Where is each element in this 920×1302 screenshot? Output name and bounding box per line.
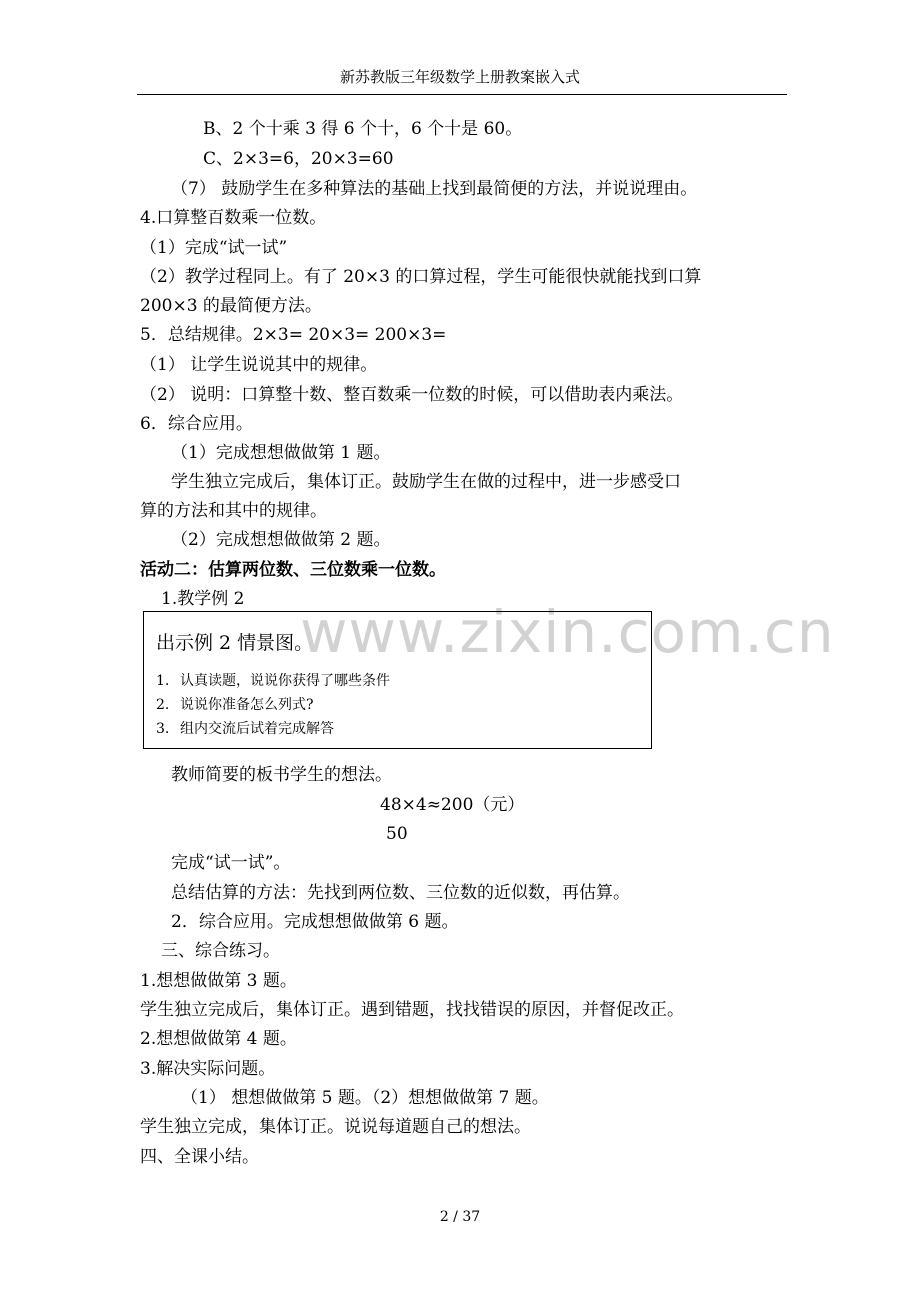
text-line: 2.想想做做第 4 题。 [140, 1029, 297, 1049]
text-line: 总结估算的方法：先找到两位数、三位数的近似数，再估算。 [171, 883, 630, 903]
text-line: 学生独立完成后，集体订正。遇到错题，找找错误的原因，并督促改正。 [140, 1000, 684, 1020]
activity-heading: 活动二：估算两位数、三位数乘一位数。 [140, 560, 446, 580]
section-heading: 6．综合应用。 [140, 414, 253, 434]
header-rule [137, 94, 787, 95]
text-line: 算的方法和其中的规律。 [140, 501, 327, 521]
box-item [156, 694, 314, 714]
section-heading: 四、全课小结。 [140, 1147, 259, 1167]
text-line: （2） 说明：口算整十数、整百数乘一位数的时候，可以借助表内乘法。 [140, 385, 684, 405]
text-line: 学生独立完成后，集体订正。鼓励学生在做的过程中，进一步感受口 [171, 472, 681, 492]
box-item-text: 组内交流后试着完成解答 [180, 721, 334, 737]
text-line: （1） 想想做做第 5 题。（2）想想做做第 7 题。 [181, 1088, 549, 1108]
text-line: （2）教学过程同上。有了 20×3 的口算过程，学生可能很快就能找到口算 [140, 267, 702, 287]
box-title: 出示例 2 情景图。 [156, 632, 314, 654]
box-item-number: 2. [156, 697, 170, 713]
section-heading: 4.口算整百数乘一位数。 [140, 208, 327, 228]
page-number: 2 / 37 [439, 1209, 481, 1225]
text-line: （1）完成想想做做第 1 题。 [171, 443, 391, 463]
watermark: www.zixin.com.cn [300, 598, 835, 666]
text-line: C、2×3=6，20×3=60 [203, 149, 394, 169]
box-item-text: 认真读题，说说你获得了哪些条件 [180, 673, 390, 689]
text-line: （1）完成“试一试” [140, 238, 288, 258]
text-line: 3.解决实际问题。 [140, 1059, 276, 1079]
text-line: （2）完成想想做做第 2 题。 [171, 530, 391, 550]
text-line: 2．综合应用。完成想想做做第 6 题。 [171, 912, 459, 932]
box-item-number: 1. [156, 673, 170, 689]
example-box [143, 611, 652, 749]
formula-line: 50 [386, 824, 408, 844]
box-item [156, 718, 334, 738]
section-heading: 5．总结规律。2×3= 20×3= 200×3= [140, 325, 447, 345]
box-item-text: 说说你准备怎么列式? [180, 697, 314, 713]
page-header: 新苏教版三年级数学上册教案嵌入式 [339, 68, 580, 86]
text-line: 教师简要的板书学生的想法。 [171, 765, 392, 785]
formula-line: 48×4≈200（元） [380, 795, 525, 815]
text-line: 学生独立完成，集体订正。说说每道题自己的想法。 [140, 1117, 531, 1137]
section-heading: 三、综合练习。 [161, 941, 280, 961]
text-line: 1.想想做做第 3 题。 [140, 971, 297, 991]
text-line: （1） 让学生说说其中的规律。 [140, 355, 378, 375]
box-item [156, 670, 390, 690]
text-line: B、2 个十乘 3 得 6 个十，6 个十是 60。 [203, 119, 523, 139]
text-line: （7） 鼓励学生在多种算法的基础上找到最简便的方法，并说说理由。 [171, 179, 698, 199]
text-line: 完成“试一试”。 [171, 853, 291, 873]
box-item-number: 3. [156, 721, 170, 737]
text-line: 1.教学例 2 [161, 589, 245, 609]
text-line: 200×3 的最简便方法。 [140, 296, 322, 316]
